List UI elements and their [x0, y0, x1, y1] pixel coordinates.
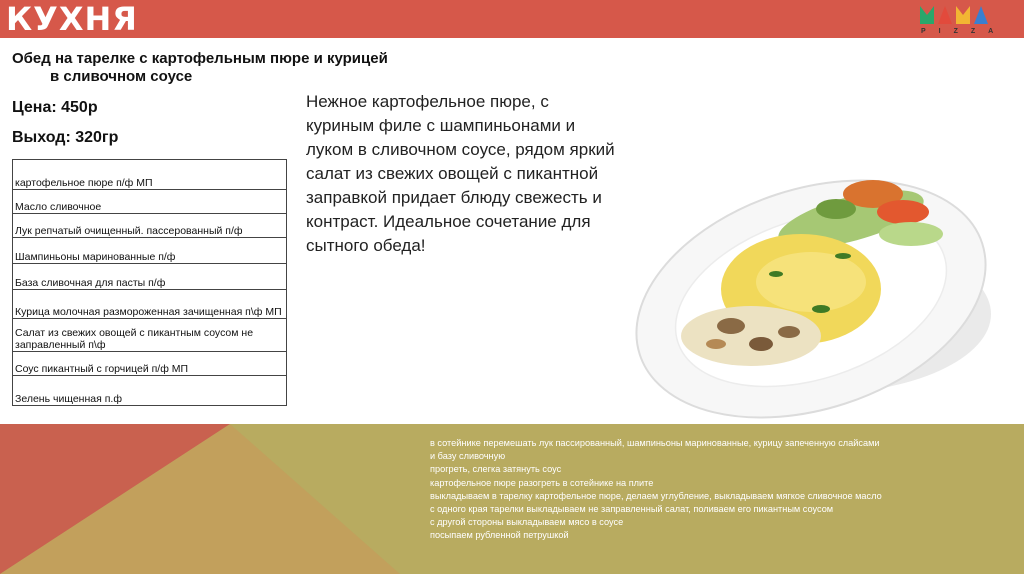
table-row [13, 190, 287, 214]
dish-title-line2: в сливочном соусе [50, 68, 193, 85]
step-line: прогреть, слегка затянуть соус [430, 464, 562, 475]
ingredient-cell: Зелень чищенная п.ф [13, 376, 287, 406]
dish-title [12, 50, 452, 86]
dish-description: Нежное картофельное пюре, с куриным филе с шампиньонами и луком в сливочном соусе, рядом яркий салат из свежих овощей с пикантной заправкой придает блюду свежесть и контраст. Идеальное сочетание для сытного обеда! [306, 92, 615, 255]
yield: Выход: 320гр [12, 129, 119, 146]
page-title: КУХНЯ [6, 0, 138, 38]
step-line: с одного края тарелки выкладываем не заправленный салат, поливаем его пикантным соусом [430, 504, 834, 515]
table-row [13, 352, 287, 376]
ingredient-cell: Соус пикантный с горчицей п/ф МП [13, 352, 287, 376]
ingredient-cell: картофельное пюре п/ф МП [13, 160, 287, 190]
table-row [13, 376, 287, 406]
logo-subtitle: PIZZA [921, 28, 1007, 35]
ingredient-cell: Масло сливочное [13, 190, 287, 214]
decorative-wedge [0, 424, 400, 574]
step-line: и базу сливочную [430, 451, 506, 462]
table-row [13, 160, 287, 190]
table-row [13, 264, 287, 290]
step-line: выкладываем в тарелку картофельное пюре, делаем углубление, выкладываем мягкое сливочное масло [430, 490, 882, 501]
step-line: в сотейнике перемешать лук пассированный, шампиньоны маринованные, курицу запеченную слайсами [430, 438, 880, 448]
dish-photo [611, 44, 1006, 424]
step-line: посыпаем рубленной петрушкой [430, 530, 569, 541]
ingredient-cell: Салат из свежих овощей с пикантным соусом не заправленный п\ф [13, 319, 287, 352]
preparation-steps [430, 437, 950, 543]
ingredients-table [12, 159, 287, 406]
table-row [13, 290, 287, 319]
step-line: с другой стороны выкладываем мясо в соусе [430, 517, 624, 528]
ingredient-cell: База сливочная для пасты п/ф [13, 264, 287, 290]
ingredient-cell: Курица молочная размороженная зачищенная п\ф МП [13, 290, 287, 319]
step-line: картофельное пюре разогреть в сотейнике на плите [430, 477, 654, 488]
header-bar [0, 0, 1024, 38]
ingredient-cell: Лук репчатый очищенный. пассерованный п/ф [13, 214, 287, 238]
dish-title-line1: Обед на тарелке с картофельным пюре и курицей [12, 50, 388, 67]
price: Цена: 450р [12, 99, 98, 116]
ingredient-cell: Шампиньоны маринованные п/ф [13, 238, 287, 264]
table-row [13, 319, 287, 352]
table-row [13, 214, 287, 238]
table-row [13, 238, 287, 264]
